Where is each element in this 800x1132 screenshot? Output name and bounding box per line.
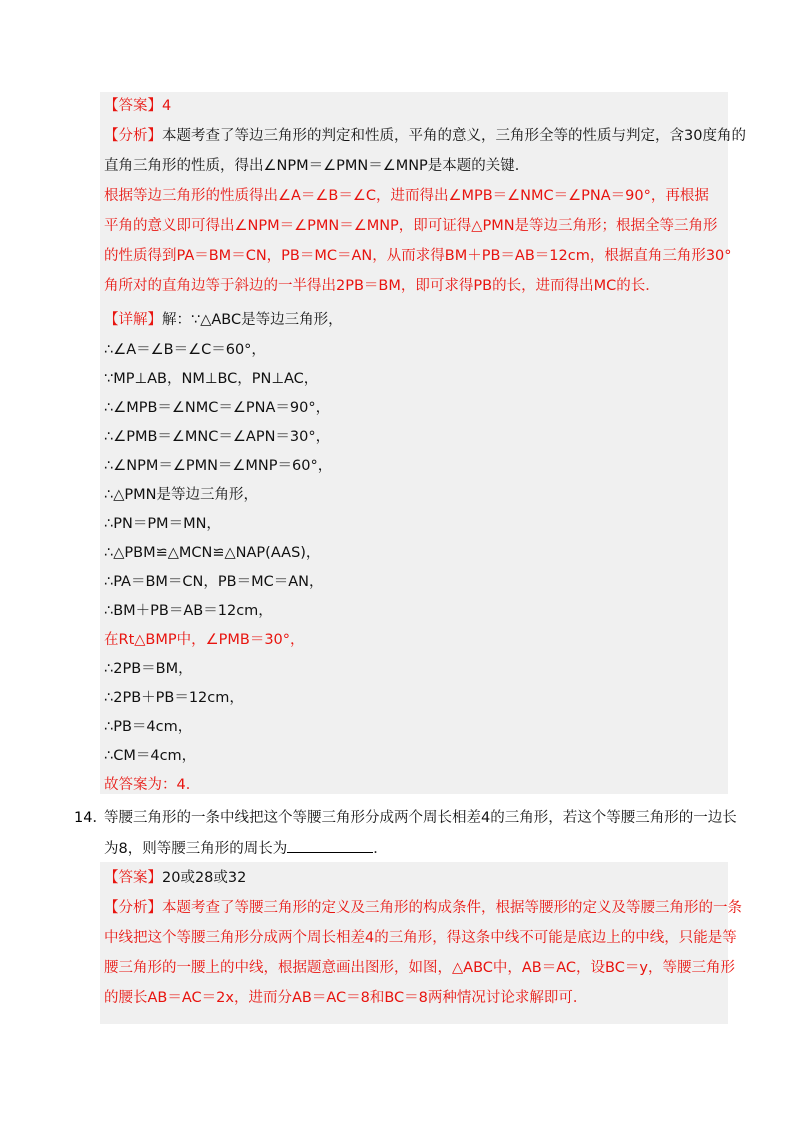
q13-step: ∴∠NPM＝∠PMN＝∠MNP＝60°， (104, 458, 333, 474)
q14-number: 14． (74, 810, 107, 826)
q13-step: 故答案为：4． (104, 777, 201, 793)
q14-stem-line-2: 为8，则等腰三角形的周长为 ． (104, 838, 724, 859)
q13-step: ∴∠PMB＝∠MNC＝∠APN＝30°， (104, 429, 331, 445)
q13-analysis-line-6: 角所对的直角边等于斜边的一半得出2PB＝BM，即可求得PB的长，进而得出MC的长． (104, 278, 660, 294)
q13-analysis-line-1: 【分析】本题考查了等边三角形的判定和性质，平角的意义，三角形全等的性质与判定，含30度角的 (104, 128, 746, 144)
q13-step: 在Rt△BMP中，∠PMB＝30°， (104, 632, 305, 648)
q13-step: ∴PA＝BM＝CN，PB＝MC＝AN， (104, 574, 324, 590)
answer-blank (287, 838, 373, 853)
analysis-label: 【分析】 (104, 128, 162, 144)
q14-analysis-line-2: 中线把这个等腰三角形分成两个周长相差4的三角形，得这条中线不可能是底边上的中线，只能是等 (104, 930, 737, 946)
q13-analysis-line-3: 根据等边三角形的性质得出∠A＝∠B＝∠C，进而得出∠MPB＝∠NMC＝∠PNA＝90°，再根据 (104, 188, 709, 204)
q14-analysis-line-1: 【分析】本题考查了等腰三角形的定义及三角形的构成条件，根据等腰形的定义及等腰三角形的一条 (104, 900, 742, 916)
q13-step: ∴△PMN是等边三角形， (104, 487, 258, 503)
q13-analysis-line-4: 平角的意义即可得出∠NPM＝∠PMN＝∠MNP，即可证得△PMN是等边三角形；根据全等三角形 (104, 218, 718, 234)
q13-step: ∴PN＝PM＝MN， (104, 516, 221, 532)
q13-answer: 【答案】4 (104, 98, 172, 114)
q13-step: ∴PB＝4cm， (104, 719, 193, 735)
q13-step: ∴∠A＝∠B＝∠C＝60°， (104, 342, 266, 358)
answer-label: 【答案】 (104, 870, 162, 886)
q13-analysis-line-5: 的性质得到PA＝BM＝CN，PB＝MC＝AN，从而求得BM＋PB＝AB＝12cm，根据直角三角形30° (104, 248, 732, 264)
q13-step: ∴△PBM≌△MCN≌△NAP(AAS)， (104, 545, 321, 561)
q13-step: ∴CM＝4cm， (104, 748, 197, 764)
q13-step: ∴BM＋PB＝AB＝12cm， (104, 603, 273, 619)
detail-label: 【详解】 (104, 312, 162, 328)
q13-step: ∵MP⊥AB，NM⊥BC，PN⊥AC， (104, 371, 319, 387)
q13-step: ∴2PB＝BM， (104, 661, 193, 677)
q13-analysis-line-2: 直角三角形的性质，得出∠NPM＝∠PMN＝∠MNP是本题的关键． (104, 158, 530, 174)
q13-detail-line-1: 【详解】解：∵△ABC是等边三角形， (104, 312, 343, 328)
q14-answer: 【答案】20或28或32 (104, 870, 247, 886)
q14-analysis-line-3: 腰三角形的一腰上的中线，根据题意画出图形，如图，△ABC中，AB＝AC，设BC＝y，等腰三角形 (104, 960, 735, 976)
q13-step: ∴2PB＋PB＝12cm， (104, 690, 244, 706)
q14-analysis-line-4: 的腰长AB＝AC＝2x，进而分AB＝AC＝8和BC＝8两种情况讨论求解即可． (104, 990, 588, 1006)
q14-stem-line-1: 等腰三角形的一条中线把这个等腰三角形分成两个周长相差4的三角形，若这个等腰三角形的一边长 (104, 810, 737, 826)
q13-step: ∴∠MPB＝∠NMC＝∠PNA＝90°， (104, 400, 331, 416)
